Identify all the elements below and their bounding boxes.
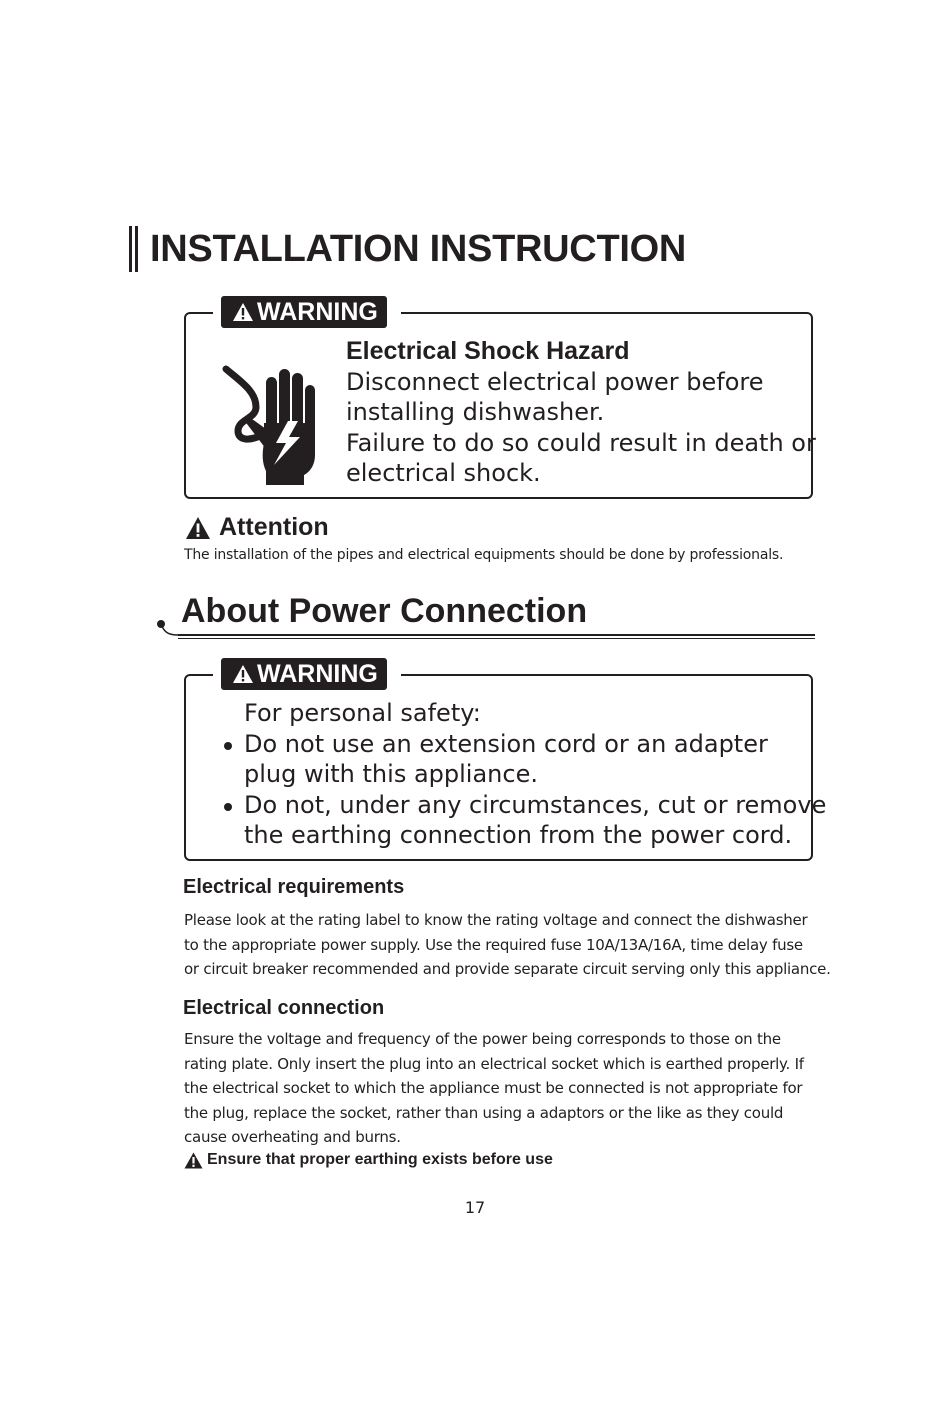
hazard-line: installing dishwasher. (346, 398, 605, 426)
warning-triangle-icon (184, 1152, 203, 1169)
heading-ornament (156, 618, 186, 640)
list-item (222, 729, 807, 790)
section-heading-electrical-connection: Electrical connection (183, 997, 385, 1019)
electric-shock-hand-icon (222, 363, 320, 485)
hazard-line: Failure to do so could result in death or (346, 428, 816, 457)
personal-safety-list (222, 698, 827, 851)
warning-badge-label: WARNING (257, 298, 378, 326)
earthing-warning-note (184, 1151, 553, 1169)
paragraph-line: rating plate. Only insert the plug into an electrical socket which is earthed properly. If (184, 1054, 804, 1073)
heading-rule (178, 638, 815, 639)
warning-triangle-icon (232, 302, 254, 322)
list-item-line: the earthing connection from the power cord. (244, 821, 793, 849)
paragraph-line: cause overheating and burns. (184, 1128, 401, 1146)
paragraph-line: Please look at the rating label to know the rating voltage and connect the dishwasher (184, 911, 808, 929)
warning-triangle-icon (185, 516, 211, 540)
bullet-icon (224, 742, 232, 750)
bullet-icon (224, 803, 232, 811)
hazard-line: electrical shock. (346, 459, 541, 487)
paragraph-line: the plug, replace the socket, rather than using a adaptors or the like as they could (184, 1103, 784, 1122)
list-item-line: Do not use an extension cord or an adapter (244, 729, 768, 758)
warning-badge (221, 296, 387, 328)
section-heading-power-connection: About Power Connection (181, 592, 588, 630)
attention-text: The installation of the pipes and electrical equipments should be done by professionals. (184, 547, 784, 563)
page-title: INSTALLATION INSTRUCTION (150, 228, 687, 270)
heading-rule (178, 634, 815, 636)
electrical-connection-text (184, 1027, 834, 1150)
electrical-requirements-text (184, 908, 834, 982)
paragraph-line: or circuit breaker recommended and provide separate circuit serving only this appliance. (184, 960, 831, 978)
warning-badge-label: WARNING (257, 660, 378, 688)
page-number: 17 (464, 1198, 486, 1217)
list-item-line: plug with this appliance. (244, 760, 538, 788)
attention-label: Attention (219, 513, 329, 541)
paragraph-line: the electrical socket to which the appliance must be connected is not appropriate for (184, 1079, 803, 1097)
hazard-line: Disconnect electrical power before (346, 367, 764, 396)
warning-triangle-icon (232, 664, 254, 684)
list-item (222, 790, 827, 851)
safety-intro: For personal safety: (244, 699, 481, 727)
warning-badge (221, 658, 387, 690)
title-accent-bars (129, 226, 138, 272)
hazard-heading: Electrical Shock Hazard (346, 337, 630, 365)
shock-hazard-text (346, 336, 816, 489)
attention-heading (185, 513, 329, 542)
list-item-line: Do not, under any circumstances, cut or remove (244, 790, 827, 819)
paragraph-line: Ensure the voltage and frequency of the power being corresponds to those on the (184, 1030, 781, 1048)
earthing-note-text: Ensure that proper earthing exists before use (207, 1151, 553, 1168)
section-heading-electrical-requirements: Electrical requirements (183, 876, 405, 898)
paragraph-line: to the appropriate power supply. Use the required fuse 10A/13A/16A, time delay fuse (184, 935, 803, 954)
